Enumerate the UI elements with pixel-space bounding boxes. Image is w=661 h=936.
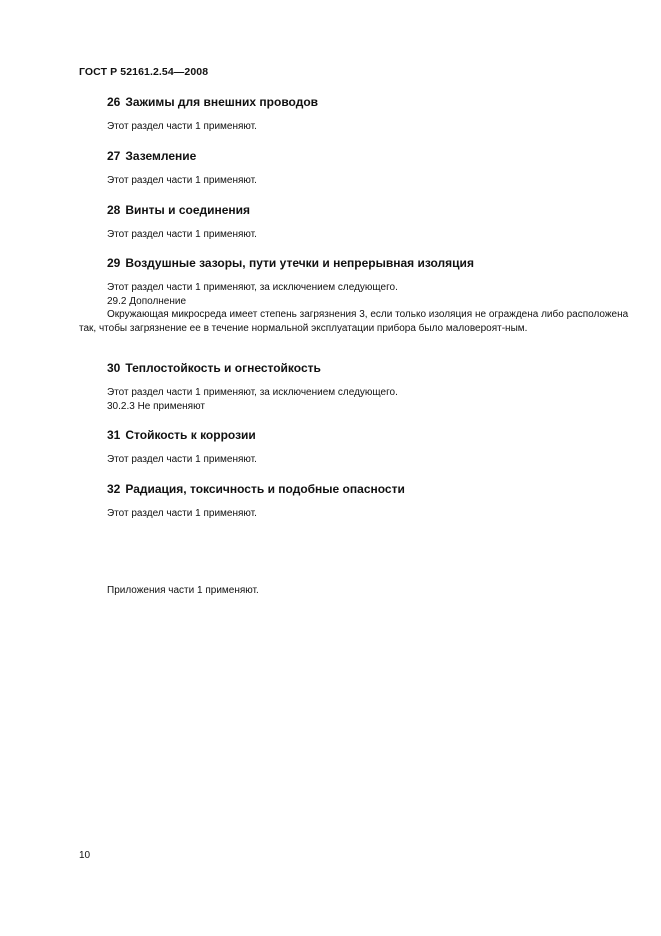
subsection-heading: 30.2.3 Не применяют <box>107 400 205 412</box>
section-title: 27 Заземление <box>107 149 197 163</box>
document-code: ГОСТ Р 52161.2.54—2008 <box>79 66 209 78</box>
section-title: 32 Радиация, токсичность и подобные опасности <box>107 482 405 496</box>
section-32 <box>79 481 629 521</box>
section-body: Этот раздел части 1 применяют. <box>107 175 257 186</box>
section-29 <box>79 255 629 335</box>
section-body: Этот раздел части 1 применяют, за исключением следующего. <box>107 282 398 293</box>
section-body: Этот раздел части 1 применяют. <box>107 454 257 465</box>
section-title: 29 Воздушные зазоры, пути утечки и непрерывная изоляция <box>107 256 474 270</box>
section-27 <box>79 148 629 188</box>
section-title: 28 Винты и соединения <box>107 203 251 217</box>
section-title: 31 Стойкость к коррозии <box>107 428 256 442</box>
annexes-note: Приложения части 1 применяют. <box>107 585 259 596</box>
page-number: 10 <box>79 850 91 861</box>
section-body: Этот раздел части 1 применяют, за исключением следующего. <box>107 387 398 398</box>
section-title: 30 Теплостойкость и огнестойкость <box>107 361 321 375</box>
section-28 <box>79 202 629 242</box>
subsection-heading: 29.2 Дополнение <box>107 295 187 307</box>
section-26 <box>79 94 629 134</box>
section-body: Этот раздел части 1 применяют. <box>107 229 257 240</box>
section-31 <box>79 427 629 467</box>
section-30 <box>79 360 629 413</box>
section-body: Этот раздел части 1 применяют. <box>107 508 257 519</box>
section-body: Этот раздел части 1 применяют. <box>107 121 257 132</box>
section-body: Окружающая микросреда имеет степень загрязнения 3, если только изоляция не ограждена либо расположена так, чтобы загрязнение ее в течение нормальной эксплуатации прибора было маловероят-ным. <box>79 309 629 334</box>
section-title: 26 Зажимы для внешних проводов <box>107 95 319 109</box>
